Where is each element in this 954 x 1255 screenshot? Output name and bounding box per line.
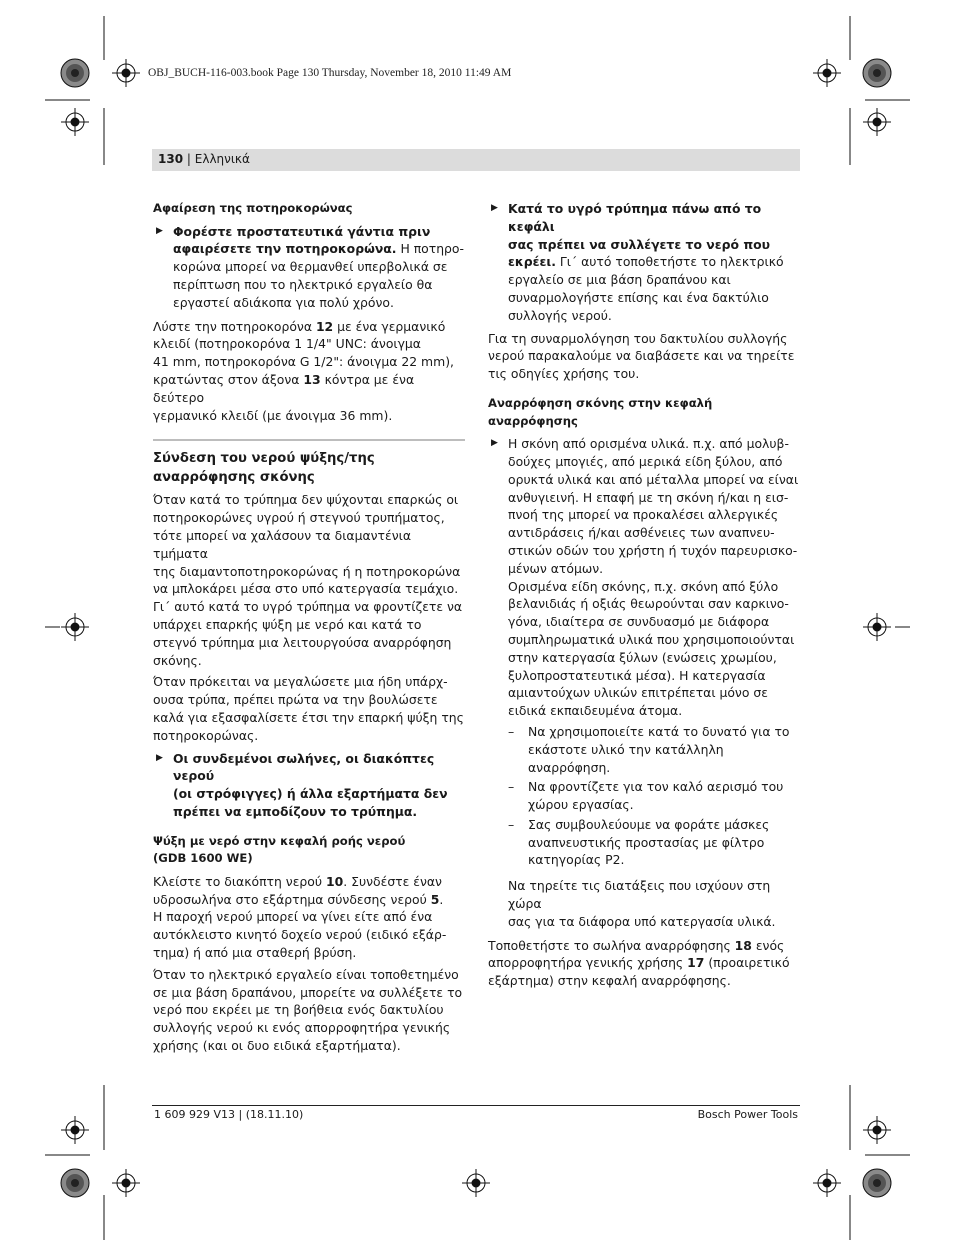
paragraph-extraction-hose: Τοποθετήστε το σωλήνα αναρρόφησης 18 ενός απορροφητήρα γενικής χρήσης 17 (προαιρετικό εξάρτημα) στην κεφαλή αναρρόφησης. bbox=[488, 937, 790, 989]
warning-dust bbox=[488, 435, 800, 720]
text-line: Η σκόνη από ορισμένα υλικά. π.χ. από μολυβ- bbox=[508, 436, 789, 452]
triangle-bullet-icon: ▶ bbox=[491, 203, 498, 213]
text-line: στικών οδών του χρήστη ή τυχόν παρευρισκο- bbox=[508, 542, 798, 558]
text-line: σκόνης. bbox=[153, 652, 202, 668]
paragraph-ring-assembly bbox=[488, 330, 800, 383]
paragraph-regulations bbox=[488, 877, 800, 930]
text-line: της διαμαντοποτηροκορώνας ή η ποτηροκορώνα bbox=[153, 563, 461, 579]
text-line: Να τηρείτε τις διατάξεις που ισχύουν στη χώρα bbox=[508, 878, 771, 912]
text-line: κατηγορίας P2. bbox=[528, 852, 625, 868]
left-column bbox=[153, 200, 465, 1055]
text-line: να μπλοκάρει μέσα στο υπό κατεργασία τεμάχιο. bbox=[153, 581, 459, 597]
text-line: Σας συμβουλεύουμε να φοράτε μάσκες bbox=[528, 816, 770, 832]
text-line: βελανιδιάς ή οξιάς θεωρούνται σαν καρκινο- bbox=[508, 596, 789, 612]
text-line: ειδικά εκπαιδευμένα άτομα. bbox=[508, 703, 683, 719]
text-line: (οι στρόφιγγες) ή άλλα εξαρτήματα δεν bbox=[173, 786, 448, 802]
text-line: ποτηροκορώνας. bbox=[153, 727, 259, 743]
triangle-bullet-icon: ▶ bbox=[156, 752, 163, 763]
paragraph-drill-stand bbox=[153, 966, 465, 1055]
header-separator: | bbox=[186, 152, 191, 166]
text-line: νερό που εκρέει με τη βοήθεια ενός δακτυλίου bbox=[153, 1002, 444, 1018]
text-line: γόνα, ιδιαίτερα σε συνδυασμό με διάφορα bbox=[508, 614, 770, 630]
page-number: 130 bbox=[158, 152, 184, 166]
text-line: τημα) ή από μια σταθερή βρύση. bbox=[153, 945, 357, 961]
warning-gloves: ▶ Φορέστε προστατευτικά γάντια πριν αφαιρέσετε την ποτηροκορώνα. Η ποτηρο- κορώνα μπορεί να θερμανθεί υπερβολικά σε περίπτωση που το ηλεκτρικό εργαλείο θα εργαστεί αδιάκοπα για πολύ χρόνο. bbox=[156, 223, 464, 310]
dash-item-mask: – Σας συμβουλεύουμε να φοράτε μάσκες αναπνευστικής προστασίας με φίλτρο κατηγορίας P2. bbox=[488, 816, 800, 869]
text-line: στεγνό τρύπημα μια λειτουργούσα αναρρόφηση bbox=[153, 634, 452, 650]
text-line: συλλογής νερού κι ενός απορροφητήρα γενικής bbox=[153, 1020, 451, 1036]
text-line: τις οδηγίες χρήσης του. bbox=[488, 366, 640, 382]
warning-overhead: ▶ Κατά το υγρό τρύπημα πάνω από το κεφάλι σας πρέπει να συλλέγετε το νερό που εκρέει. Γι΄ αυτό τοποθετήστε το ηλεκτρικό εργαλείο σε μια βάση δραπάνου και συναρμολογήστε επίσης και ένα δακτύλιο συλλογής νερού. bbox=[491, 201, 784, 323]
heading-water-cooling: Ψύξη με νερό στην κεφαλή ροής νερού (GDB 1600 WE) bbox=[153, 833, 406, 866]
text-line: καλά για εξασφαλίσετε έτσι την επαρκή ψύξη της bbox=[153, 709, 464, 725]
text-line: στην κατεργασία ξύλων (ενώσεις χρωμίου, bbox=[508, 649, 777, 665]
text-line: Γι΄ αυτό κατά το υγρό τρύπημα να φροντίζετε να bbox=[153, 599, 463, 615]
text-line: Όταν κατά το τρύπημα δεν ψύχονται επαρκώς οι bbox=[153, 492, 459, 508]
paragraph-water-valve: Κλείστε το διακόπτη νερού 10. Συνδέστε έναν υδροσωλήνα στο εξάρτημα σύνδεσης νερού 5. Η παροχή νερού μπορεί να γίνει είτε από ένα αυτόκλειστο κινητό δοχείο νερού (ειδικό εξάρ- τημα) ή από μια σταθερή βρύση. bbox=[153, 873, 465, 962]
paragraph-cooling bbox=[153, 491, 465, 669]
text-line: δούχες μπογιές, από μερικά είδη ξύλου, από bbox=[508, 453, 783, 469]
text-line: υπάρχει επαρκής ψύξη με νερό και κατά το bbox=[153, 616, 422, 632]
text-line: χώρου εργασίας. bbox=[528, 797, 634, 813]
header-language: Ελληνικά bbox=[194, 152, 250, 166]
dash-item-extraction: – Να χρησιμοποιείτε κατά το δυνατό για το εκάστοτε υλικό την κατάλληλη αναρρόφηση. bbox=[488, 723, 800, 776]
heading-dust-extraction: Αναρρόφηση σκόνης στην κεφαλή αναρρόφησης bbox=[488, 395, 713, 428]
text-line: Όταν το ηλεκτρικό εργαλείο είναι τοποθετημένο bbox=[153, 966, 459, 982]
text-line: ορυκτά υλικά και από μέταλλα μπορεί να είναι bbox=[508, 471, 799, 487]
text-line: εκάστοτε υλικό την κατάλληλη bbox=[528, 741, 724, 757]
text-line: ποτηροκορώνες υγρού ή στεγνού τρυπήματος, bbox=[153, 510, 445, 526]
text-line: μένων ατόμων. bbox=[508, 560, 604, 576]
text-line: Οι συνδεμένοι σωλήνες, οι διακόπτες νερού bbox=[173, 750, 435, 784]
text-line: πνοή της μπορεί να προκαλέσει αλλεργικές bbox=[508, 507, 779, 523]
print-slug: OBJ_BUCH-116-003.book Page 130 Thursday, November 18, 2010 11:49 AM bbox=[148, 67, 512, 79]
text-line: Να φροντίζετε για τον καλό αερισμό του bbox=[528, 779, 784, 795]
text-line: χρήσης (και οι δυο ειδικά εξαρτήματα). bbox=[153, 1038, 401, 1054]
dash-item-ventilation: – Να φροντίζετε για τον καλό αερισμό του χώρου εργασίας. bbox=[488, 778, 800, 814]
footer-doc-number: 1 609 929 V13 | (18.11.10) bbox=[154, 1108, 304, 1121]
text-line: τότε μπορεί να χαλάσουν τα διαμαντένια τμήματα bbox=[153, 527, 411, 561]
text-line: πρέπει να εμποδίζουν το τρύπημα. bbox=[173, 803, 418, 819]
warning-hoses bbox=[153, 750, 465, 821]
triangle-bullet-icon: ▶ bbox=[156, 225, 163, 236]
text-line: αμιαντούχων υλικών επιτρέπεται μόνο σε bbox=[508, 685, 768, 701]
text-line: αναρρόφηση. bbox=[528, 759, 611, 775]
paragraph-enlarge-hole bbox=[153, 673, 465, 744]
heading-cooling-water: Σύνδεση του νερού ψύξης/της αναρρόφησης σκόνης bbox=[153, 439, 465, 487]
text-line: αναπνευστικής προστασίας με φίλτρο bbox=[528, 834, 765, 850]
text-line: νερού παρακαλούμε να διαβάσετε και να τηρείτε bbox=[488, 348, 795, 364]
text-line: ουσα τρύπα, πρέπει πρώτα να την βουλώσετε bbox=[153, 692, 438, 708]
text-line: σε μια βάση δραπάνου, μπορείτε να συλλέξετε το bbox=[153, 984, 463, 1000]
right-column bbox=[488, 200, 800, 990]
text-line: αντιδράσεις ή/και ασθένειες των αναπνευ- bbox=[508, 525, 775, 541]
text-line: συμπληρωματικά υλικά που χρησιμοποιούνται bbox=[508, 631, 795, 647]
footer-brand: Bosch Power Tools bbox=[697, 1108, 798, 1121]
text-line: Όταν πρόκειται να μεγαλώσετε μια ήδη υπάρχ- bbox=[153, 674, 448, 690]
text-line: ανθυγιεινή. Η επαφή με τη σκόνη ή/και η εισ- bbox=[508, 489, 789, 505]
text-line: ξυλοπροστατευτικά μέσα). Η κατεργασία bbox=[508, 667, 766, 683]
text-line: Η παροχή νερού μπορεί να γίνει είτε από ένα bbox=[153, 909, 433, 925]
page-header bbox=[152, 149, 800, 171]
text-line: αυτόκλειστο κινητό δοχείο νερού (ειδικό εξάρ- bbox=[153, 927, 447, 943]
text-line: Να χρησιμοποιείτε κατά το δυνατό για το bbox=[528, 723, 790, 739]
text-line: σας για τα διάφορα υπό κατεργασία υλικά. bbox=[508, 913, 776, 929]
text-line: Ορισμένα είδη σκόνης, π.χ. σκόνη από ξύλο bbox=[508, 578, 779, 594]
paragraph-loosen: Λύστε την ποτηροκορόνα 12 με ένα γερμανικό κλειδί (ποτηροκορόνα 1 1/4" UNC: άνοιγμα 41 mm, ποτηροκορόνα G 1/2": άνοιγμα 22 mm), κρατώντας στον άξονα 13 κόντρα με ένα δεύτερο γερμανικό κλειδί (με άνοιγμα 36 mm). bbox=[153, 318, 454, 423]
heading-removal: Αφαίρεση της ποτηροκορώνας bbox=[153, 201, 353, 215]
footer-rule bbox=[152, 1105, 800, 1106]
text-line: Για τη συναρμολόγηση του δακτυλίου συλλογής bbox=[488, 330, 788, 346]
triangle-bullet-icon: ▶ bbox=[491, 438, 498, 449]
